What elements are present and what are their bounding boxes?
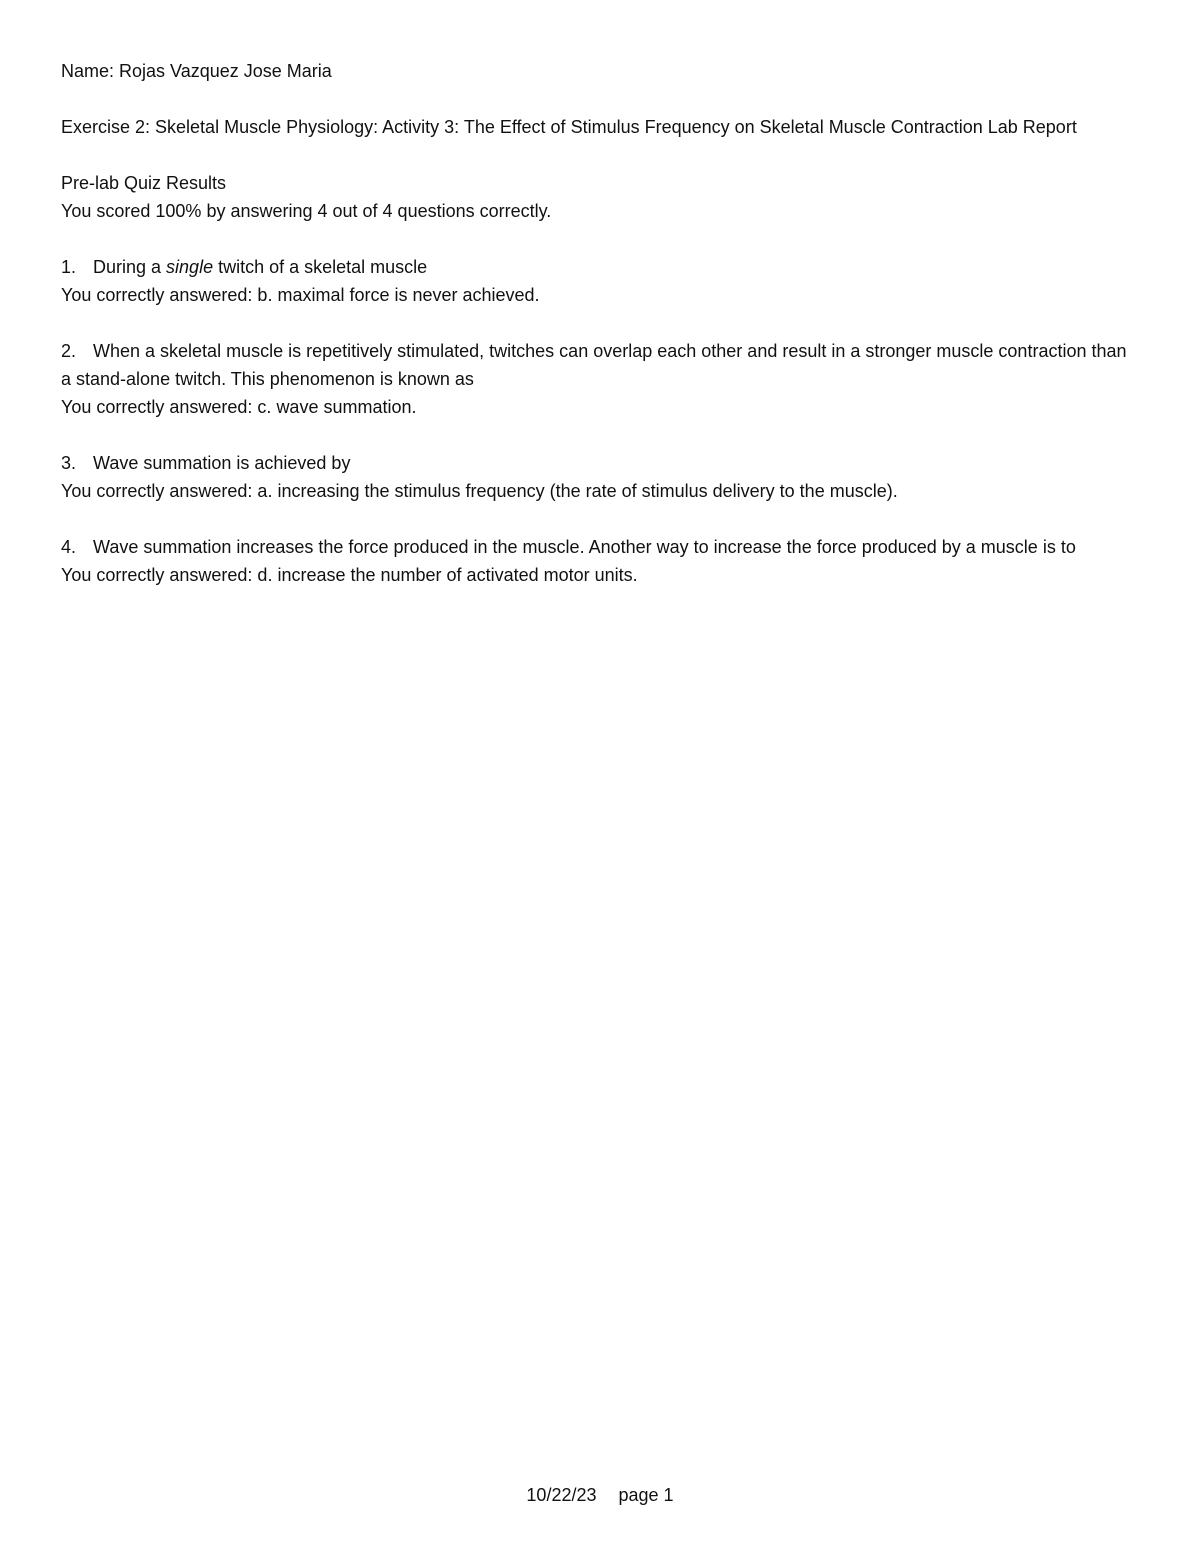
spacer	[61, 85, 1139, 113]
report-body	[61, 57, 1139, 589]
answer-1: You correctly answered: b. maximal force is never achieved.	[61, 285, 540, 305]
spacer	[61, 225, 1139, 253]
question-number: 4.	[61, 537, 77, 557]
question-1	[61, 253, 1139, 281]
question-text: Wave summation increases the force produced in the muscle. Another way to increase the force produced by a muscle is to	[93, 537, 1076, 557]
answer-3: You correctly answered: a. increasing the stimulus frequency (the rate of stimulus delivery to the muscle).	[61, 481, 898, 501]
student-name: Name: Rojas Vazquez Jose Maria	[61, 61, 332, 81]
report-title: Exercise 2: Skeletal Muscle Physiology: Activity 3: The Effect of Stimulus Frequency on Skeletal Muscle Contraction Lab Report	[61, 117, 1077, 137]
page-number: page 1	[618, 1485, 674, 1505]
question-2	[61, 337, 1139, 393]
answer-4: You correctly answered: d. increase the number of activated motor units.	[61, 565, 638, 585]
footer-date: 10/22/23	[526, 1485, 597, 1505]
question-4	[61, 533, 1139, 561]
spacer	[61, 505, 1139, 533]
question-text: twitch of a skeletal muscle	[213, 257, 428, 277]
question-text: During a	[93, 257, 167, 277]
spacer	[61, 421, 1139, 449]
spacer	[61, 309, 1139, 337]
question-number: 2.	[61, 341, 77, 361]
prelab-heading: Pre-lab Quiz Results	[61, 173, 227, 193]
answer-2: You correctly answered: c. wave summation.	[61, 397, 417, 417]
page-footer	[0, 1482, 1200, 1508]
spacer	[61, 141, 1139, 169]
question-number: 3.	[61, 453, 77, 473]
question-text: When a skeletal muscle is repetitively stimulated, twitches can overlap each other and result in a stronger muscle contraction than a stand-alone twitch. This phenomenon is known as	[61, 341, 1127, 389]
prelab-score: You scored 100% by answering 4 out of 4 questions correctly.	[61, 201, 552, 221]
question-text: Wave summation is achieved by	[93, 453, 351, 473]
question-emphasis: single	[166, 257, 214, 277]
question-3	[61, 449, 1139, 477]
question-number: 1.	[61, 257, 77, 277]
